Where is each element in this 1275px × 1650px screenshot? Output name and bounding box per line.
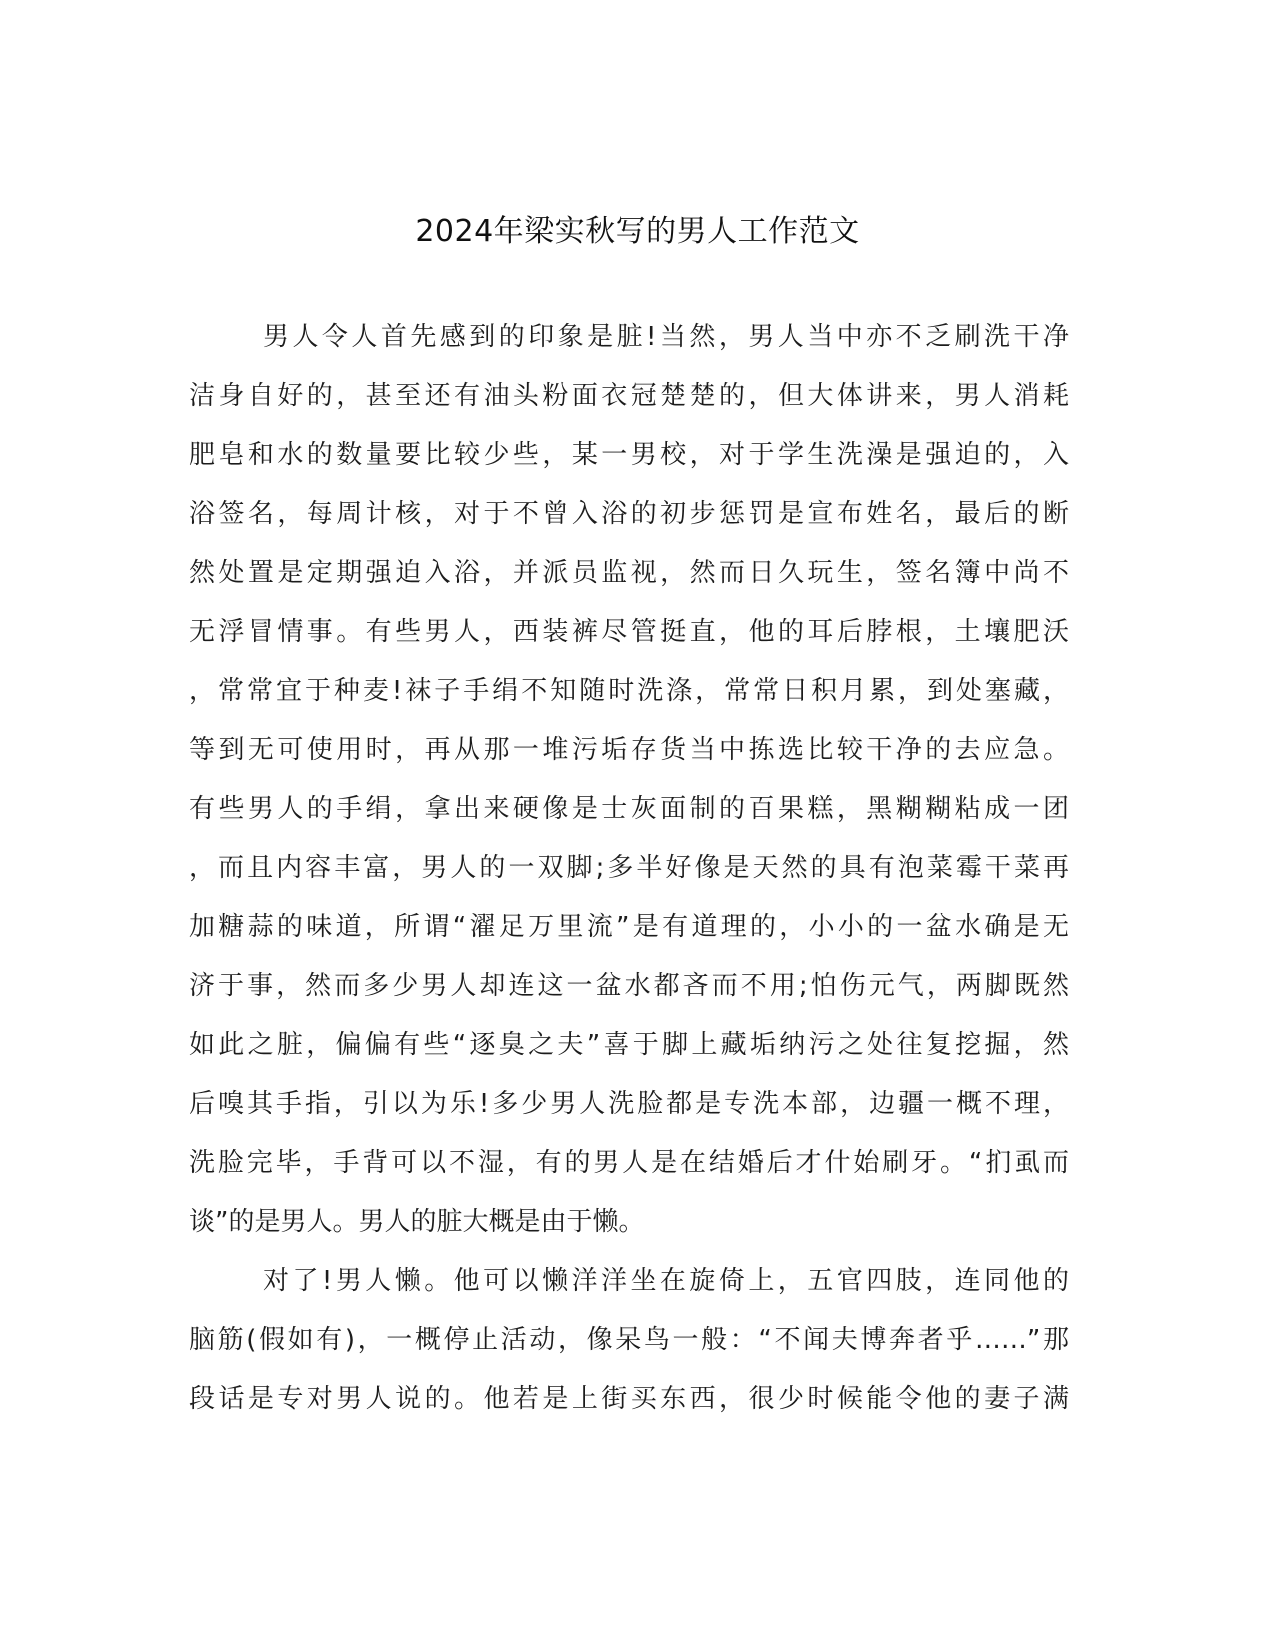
paragraph-1-line-6: 无浮冒情事。有些男人，西装裤尽管挺直，他的耳后脖根，土壤肥沃 bbox=[189, 617, 1069, 647]
paragraph-2-line-1: 对了!男人懒。他可以懒洋洋坐在旋倚上，五官四肢，连同他的 bbox=[263, 1266, 1069, 1296]
paragraph-1-line-11: 加糖蒜的味道，所谓“濯足万里流”是有道理的，小小的一盆水确是无 bbox=[189, 912, 1069, 942]
paragraph-1-line-8: 等到无可使用时，再从那一堆污垢存货当中拣选比较干净的去应急。 bbox=[189, 735, 1069, 765]
document-title: 2024年梁实秋写的男人工作范文 bbox=[415, 214, 860, 249]
paragraph-1-line-2: 洁身自好的，甚至还有油头粉面衣冠楚楚的，但大体讲来，男人消耗 bbox=[189, 381, 1069, 411]
paragraph-1-line-9: 有些男人的手绢，拿出来硬像是士灰面制的百果糕，黑糊糊粘成一团 bbox=[189, 794, 1069, 824]
paragraph-1-line-7: ，常常宜于种麦!袜子手绢不知随时洗涤，常常日积月累，到处塞藏， bbox=[189, 676, 1069, 706]
paragraph-1-line-13: 如此之脏，偏偏有些“逐臭之夫”喜于脚上藏垢纳污之处往复挖掘，然 bbox=[189, 1030, 1069, 1060]
paragraph-1-line-15: 洗脸完毕，手背可以不湿，有的男人是在结婚后才什始刷牙。“扪虱而 bbox=[189, 1148, 1069, 1178]
paragraph-1-line-10: ，而且内容丰富，男人的一双脚;多半好像是天然的具有泡菜霉干菜再 bbox=[189, 853, 1069, 883]
paragraph-1-line-16: 谈”的是男人。男人的脏大概是由于懒。 bbox=[189, 1207, 645, 1237]
paragraph-1-line-14: 后嗅其手指，引以为乐!多少男人洗脸都是专洗本部，边疆一概不理， bbox=[189, 1089, 1069, 1119]
paragraph-2-line-2: 脑筋(假如有)，一概停止活动，像呆鸟一般：“不闻夫博奔者乎……”那 bbox=[189, 1325, 1069, 1355]
paragraph-2-line-3: 段话是专对男人说的。他若是上街买东西，很少时候能令他的妻子满 bbox=[189, 1384, 1069, 1414]
paragraph-1-line-3: 肥皂和水的数量要比较少些，某一男校，对于学生洗澡是强迫的，入 bbox=[189, 440, 1069, 470]
paragraph-1-line-4: 浴签名，每周计核，对于不曾入浴的初步惩罚是宣布姓名，最后的断 bbox=[189, 499, 1069, 529]
paragraph-1-line-5: 然处置是定期强迫入浴，并派员监视，然而日久玩生，签名簿中尚不 bbox=[189, 558, 1069, 588]
paragraph-1-line-12: 济于事，然而多少男人却连这一盆水都吝而不用;怕伤元气，两脚既然 bbox=[189, 971, 1069, 1001]
paragraph-1-line-1: 男人令人首先感到的印象是脏!当然，男人当中亦不乏刷洗干净 bbox=[263, 322, 1069, 352]
